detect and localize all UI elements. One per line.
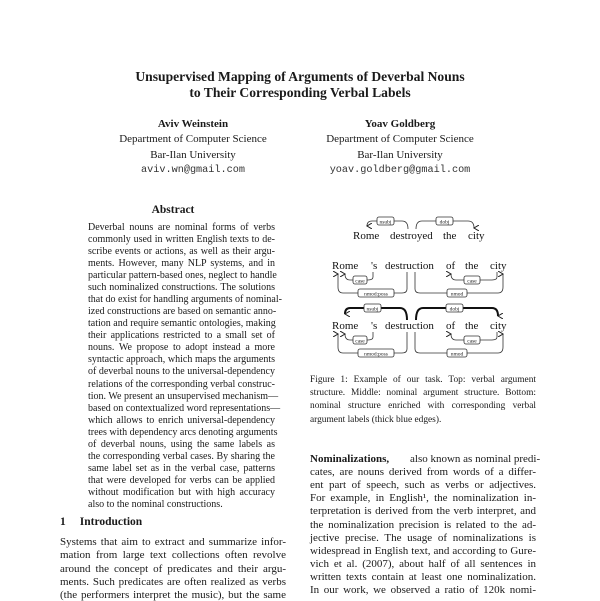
section-number: 1 [60, 516, 66, 528]
text-line: jective precise. The usage of nominalizations is [310, 531, 536, 544]
word: 's [371, 260, 378, 272]
text-line: of deverbal nouns, using the same labels as [88, 438, 275, 450]
author-name: Yoav Goldberg [364, 118, 436, 130]
label-dobj: dobj [439, 219, 450, 226]
text-line: nouns. We propose to adopt instead a more [88, 342, 275, 354]
author-name: Aviv Weinstein [157, 118, 229, 130]
text-line: scribe events or actions, as well as their argu- [88, 246, 275, 258]
label-nsubj: nsubj [379, 219, 392, 226]
text-line: nominal structure enriched with corresponding verbal [310, 401, 536, 412]
text-line: also to the nominal constructions. [88, 498, 223, 510]
text-line: of deverbal nouns to the universal-dependency [88, 366, 275, 378]
word: city [490, 260, 507, 272]
middle-sentence [332, 260, 507, 297]
text-line: also known as nominal predi- [410, 453, 541, 465]
label-nmod-poss: nmod:poss [364, 351, 388, 358]
text-line: argument labels (thick blue edges). [310, 414, 442, 425]
label-dobj: dobj [449, 306, 460, 313]
abstract-heading: Abstract [151, 204, 195, 216]
label-nmod: nmod [450, 351, 464, 358]
top-sentence [353, 230, 485, 242]
text-line: which allows to enrich universal-dependency [88, 414, 275, 426]
text-line: around the concept of predicates and their argu- [60, 562, 286, 575]
section-title: Introduction [79, 516, 143, 528]
text-line: Figure 1: Example of our task. Top: verbal argument [310, 375, 536, 385]
word: the [465, 320, 479, 332]
text-line: the corresponding verbal cases. By sharing the [88, 450, 275, 462]
label-case: case [355, 278, 365, 285]
bottom-sentence [332, 320, 507, 357]
text-line: Systems that aim to extract and summarize infor- [60, 536, 286, 548]
label-nmod: nmod [450, 291, 464, 298]
text-line: that were developed for verbs can be applied [88, 474, 275, 486]
text-line: such nominalized constructions. The solutions [88, 282, 275, 294]
text-line: their applications restricted to a small set of [88, 330, 275, 342]
label-nmod-poss: nmod:poss [364, 291, 388, 298]
author-univ: Bar-Ilan University [150, 148, 236, 161]
text-line: tion. We present an unsupervised mechanism— [88, 390, 279, 402]
text-line: terpretation is derived from the verb interpret, and [310, 505, 536, 518]
label-nsubj: nsubj [366, 306, 379, 313]
author-univ: Bar-Ilan University [357, 148, 443, 161]
text-line: For example, in English¹, the nominalization in- [310, 492, 536, 505]
word: of [446, 260, 456, 272]
paragraph-lead: Nominalizations, [310, 453, 390, 465]
word: Rome [332, 260, 359, 272]
text-line: same label set as in the verbal case, patterns [88, 462, 275, 474]
text-line: widespread in English text, and according to Gure- [310, 544, 536, 557]
text-line: structure. Middle: nominal argument structure. Bottom: [310, 388, 536, 399]
text-line: syntactic approach, which maps the arguments [88, 354, 275, 366]
label-case: case [467, 338, 477, 345]
text-line: Deverbal nouns are nominal forms of verbs [88, 222, 275, 233]
text-line: trees with dependency arcs denoting arguments [88, 426, 278, 438]
text-line: the nominalization precision is related to the ad- [310, 518, 536, 531]
word: Rome [332, 320, 359, 332]
word: Rome [353, 230, 380, 242]
text-line: ments. However, many NLP systems, and in [88, 258, 275, 270]
text-line: ized constructions are based on semantic anno- [88, 306, 277, 318]
word: destruction [385, 320, 434, 332]
word: city [490, 320, 507, 332]
author-email: aviv.wn@gmail.com [141, 164, 245, 176]
author-dept: Department of Computer Science [326, 133, 474, 146]
word: destroyed [390, 230, 433, 242]
text-line: based on contextualized word representations— [88, 402, 281, 414]
word: 's [371, 320, 378, 332]
paper-title-line-1: Unsupervised Mapping of Arguments of Deverbal Nouns [135, 69, 465, 84]
text-line: written texts contain at least one nominalization. [310, 570, 536, 583]
word: the [465, 260, 479, 272]
text-line: tation and require semantic ontologies, making [88, 318, 276, 330]
word: destruction [385, 260, 434, 272]
text-line: particular pattern-based ones, neglect to handle [88, 270, 277, 282]
text-line: (the performers interpret the music), but the same [60, 589, 286, 601]
text-line: mation from large text collections often revolve [60, 549, 286, 562]
word: of [446, 320, 456, 332]
word: city [468, 230, 485, 242]
text-line: relations of the corresponding verbal construc- [88, 378, 275, 390]
text-line: cates, are nouns derived from words of a differ- [310, 466, 536, 479]
author-dept: Department of Computer Science [119, 133, 267, 146]
label-case: case [355, 338, 365, 345]
text-line: without modification but with high accuracy [88, 486, 275, 498]
text-line: ent part of speech, such as verbs or adjectives. [310, 479, 536, 492]
label-case: case [467, 278, 477, 285]
author-email: yoav.goldberg@gmail.com [329, 164, 471, 176]
text-line: In our work, we observed a ratio of 120k nomi- [310, 584, 536, 596]
text-line: ments. Such predicates are often realized as verbs [60, 575, 286, 588]
text-line: commonly used in written English texts to de- [88, 234, 275, 246]
word: the [443, 230, 457, 242]
text-line: vich et al. (2007), about half of all sentences in [310, 557, 536, 570]
paper-title-line-2: to Their Corresponding Verbal Labels [189, 85, 411, 100]
text-line: that do exist for handling arguments of nominal- [88, 294, 282, 306]
